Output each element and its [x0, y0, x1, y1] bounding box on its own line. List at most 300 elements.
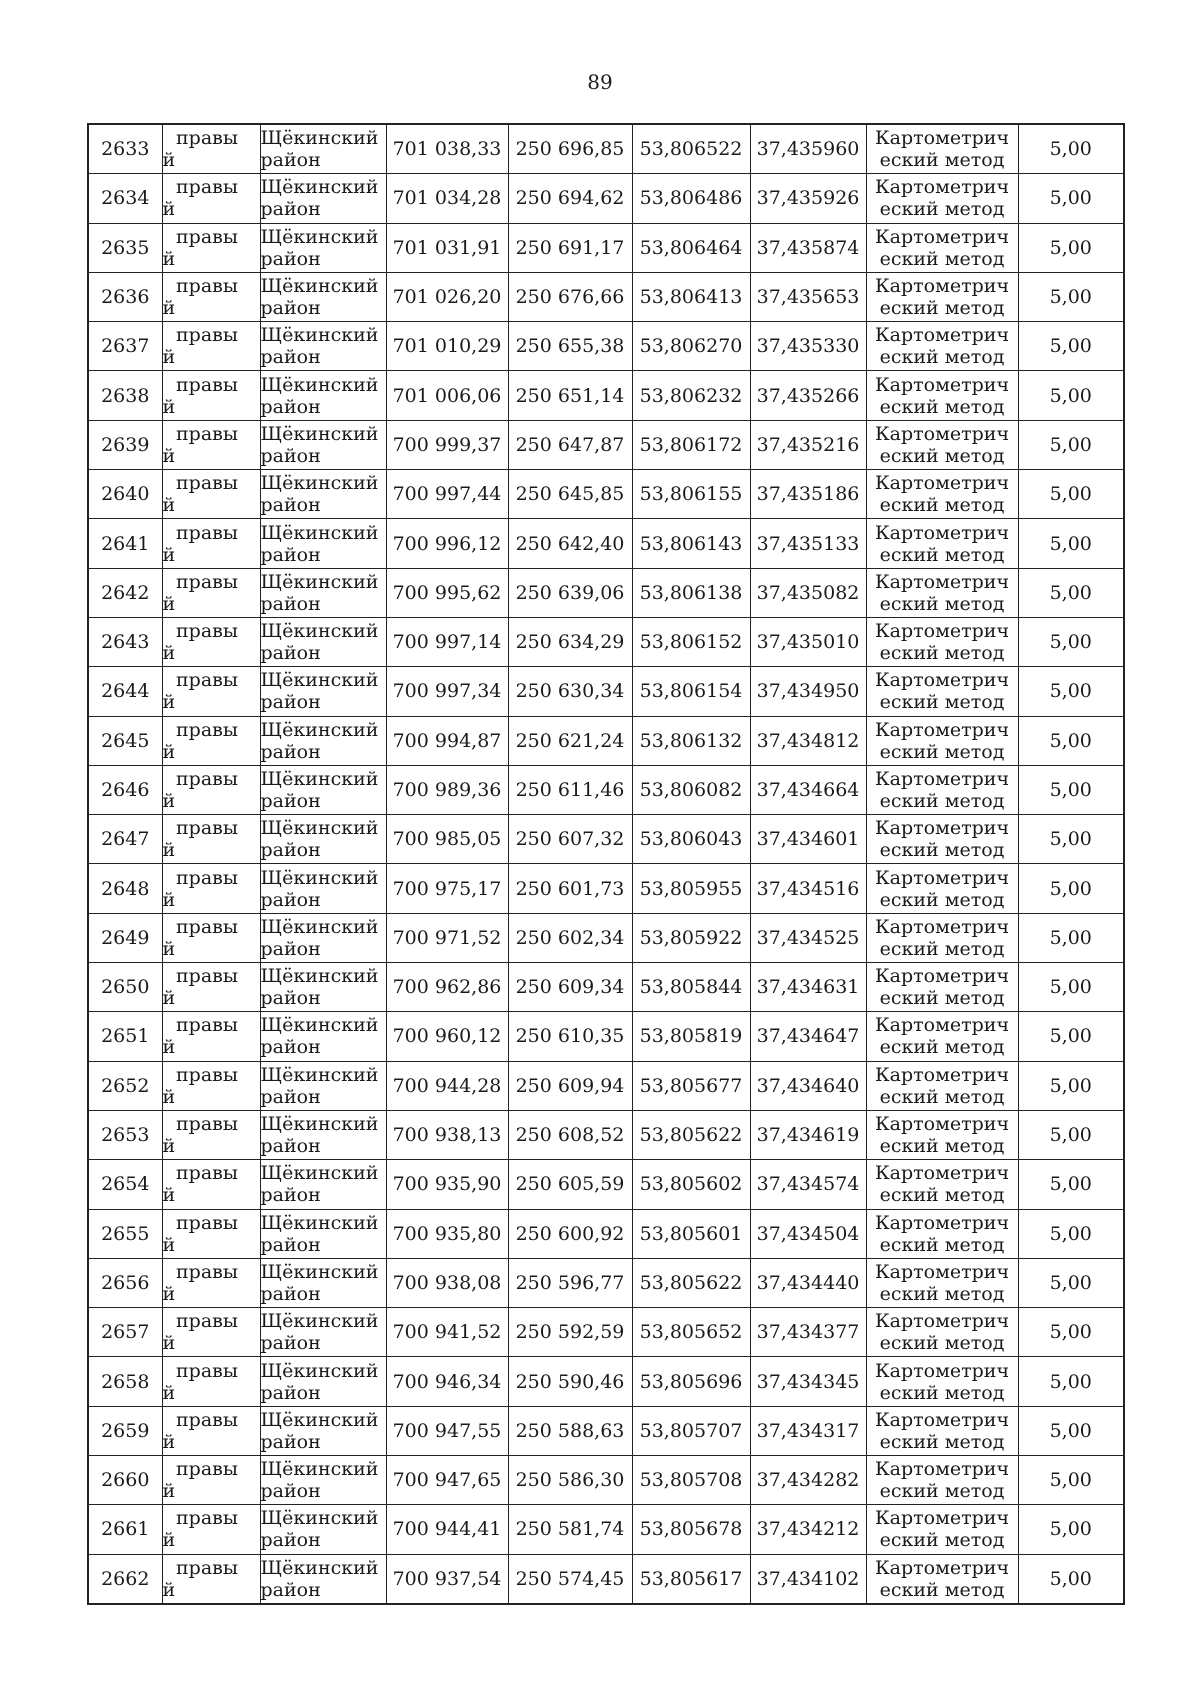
- method-cell: [866, 1061, 1018, 1110]
- latitude-cell: [632, 1357, 750, 1406]
- district-cell: [260, 1012, 386, 1061]
- accuracy-cell: [1018, 223, 1124, 272]
- method-cell: [866, 1110, 1018, 1159]
- point-number-cell: [88, 864, 162, 913]
- accuracy: 5,00: [1049, 433, 1092, 456]
- latitude-cell: [632, 1258, 750, 1307]
- accuracy: 5,00: [1049, 286, 1092, 309]
- coord-x-cell: [386, 322, 508, 371]
- point-number: 2651: [101, 1025, 150, 1048]
- method-line2: еский метод: [879, 1332, 1005, 1355]
- longitude: 37,435874: [756, 236, 860, 259]
- accuracy: 5,00: [1049, 236, 1092, 259]
- accuracy-cell: [1018, 815, 1124, 864]
- district-cell: [260, 667, 386, 716]
- longitude-cell: [750, 1308, 866, 1357]
- latitude: 53,805678: [639, 1518, 743, 1541]
- accuracy-cell: [1018, 1456, 1124, 1505]
- method-line2: еский метод: [879, 1233, 1005, 1256]
- district-cell: [260, 371, 386, 420]
- bank-side-line2: й: [162, 691, 176, 714]
- longitude-cell: [750, 1406, 866, 1455]
- latitude-cell: [632, 617, 750, 666]
- accuracy: 5,00: [1049, 138, 1092, 161]
- bank-side-cell: [162, 1160, 260, 1209]
- coord-y: 250 655,38: [515, 335, 625, 358]
- coord-y: 250 605,59: [515, 1173, 625, 1196]
- coord-y: 250 596,77: [515, 1271, 625, 1294]
- method-line1: Картометрич: [874, 1014, 1010, 1037]
- bank-side-cell: [162, 223, 260, 272]
- method-line1: Картометрич: [874, 176, 1010, 199]
- latitude: 53,806172: [639, 433, 743, 456]
- district-cell: [260, 1554, 386, 1604]
- district-cell: [260, 1160, 386, 1209]
- method-line1: Картометрич: [874, 1458, 1010, 1481]
- point-number-cell: [88, 272, 162, 321]
- method-line2: еский метод: [879, 1381, 1005, 1404]
- method-line2: еский метод: [879, 1135, 1005, 1158]
- table-row: [88, 1160, 1124, 1209]
- method-line2: еский метод: [879, 346, 1005, 369]
- point-number-cell: [88, 1505, 162, 1554]
- coord-x-cell: [386, 420, 508, 469]
- district-line2: район: [260, 839, 321, 862]
- point-number: 2636: [101, 286, 150, 309]
- coord-x-cell: [386, 1554, 508, 1604]
- point-number-cell: [88, 568, 162, 617]
- point-number: 2643: [101, 631, 150, 654]
- longitude-cell: [750, 716, 866, 765]
- coord-x: 700 938,08: [392, 1271, 502, 1294]
- method-cell: [866, 913, 1018, 962]
- bank-side-line1: правы: [176, 718, 238, 741]
- table-row: [88, 470, 1124, 519]
- method-line1: Картометрич: [874, 1507, 1010, 1530]
- bank-side-line2: й: [162, 1332, 176, 1355]
- latitude-cell: [632, 124, 750, 174]
- accuracy: 5,00: [1049, 779, 1092, 801]
- district-line1: Щёкинский: [260, 373, 379, 396]
- latitude: 53,806486: [639, 187, 743, 210]
- point-number-cell: [88, 667, 162, 716]
- latitude-cell: [632, 470, 750, 519]
- bank-side-line2: й: [162, 1184, 176, 1207]
- accuracy-cell: [1018, 470, 1124, 519]
- coord-y-cell: [508, 617, 632, 666]
- longitude-cell: [750, 124, 866, 174]
- coord-x: 700 971,52: [392, 926, 502, 949]
- point-number: 2662: [101, 1567, 150, 1590]
- district-line1: Щёкинский: [260, 1556, 379, 1579]
- district-cell: [260, 124, 386, 174]
- method-cell: [866, 223, 1018, 272]
- point-number-cell: [88, 815, 162, 864]
- bank-side-line2: й: [162, 444, 176, 467]
- method-cell: [866, 1505, 1018, 1554]
- district-cell: [260, 1357, 386, 1406]
- longitude: 37,434377: [756, 1321, 860, 1344]
- bank-side-line1: правы: [176, 1458, 238, 1481]
- method-line2: еский метод: [879, 1184, 1005, 1207]
- district-cell: [260, 470, 386, 519]
- coord-x-cell: [386, 1110, 508, 1159]
- latitude-cell: [632, 1160, 750, 1209]
- coord-x: 700 947,65: [392, 1469, 502, 1492]
- bank-side-line2: й: [162, 937, 176, 960]
- accuracy-cell: [1018, 1160, 1124, 1209]
- bank-side-cell: [162, 1258, 260, 1307]
- longitude: 37,434812: [756, 729, 860, 752]
- bank-side-cell: [162, 470, 260, 519]
- bank-side-line1: правы: [176, 915, 238, 938]
- method-line1: Картометрич: [874, 472, 1010, 495]
- coord-x-cell: [386, 815, 508, 864]
- coord-y: 250 676,66: [515, 286, 625, 309]
- point-number-cell: [88, 1061, 162, 1110]
- bank-side-cell: [162, 1308, 260, 1357]
- method-line1: Картометрич: [874, 1310, 1010, 1333]
- method-line2: еский метод: [879, 888, 1005, 911]
- district-cell: [260, 815, 386, 864]
- point-number-cell: [88, 1456, 162, 1505]
- coord-y-cell: [508, 1456, 632, 1505]
- accuracy-cell: [1018, 322, 1124, 371]
- bank-side-cell: [162, 716, 260, 765]
- longitude: 37,434345: [756, 1370, 860, 1393]
- district-cell: [260, 1456, 386, 1505]
- table-row: [88, 913, 1124, 962]
- method-cell: [866, 1209, 1018, 1258]
- accuracy: 5,00: [1049, 1271, 1092, 1294]
- district-line2: район: [260, 691, 321, 714]
- coord-y-cell: [508, 519, 632, 568]
- latitude-cell: [632, 1308, 750, 1357]
- longitude-cell: [750, 617, 866, 666]
- method-line1: Картометрич: [874, 570, 1010, 593]
- coord-x-cell: [386, 1456, 508, 1505]
- district-line1: Щёкинский: [260, 718, 379, 741]
- method-cell: [866, 1554, 1018, 1604]
- bank-side-line1: правы: [176, 373, 238, 396]
- coord-y: 250 639,06: [515, 581, 625, 604]
- longitude-cell: [750, 864, 866, 913]
- longitude-cell: [750, 519, 866, 568]
- bank-side-cell: [162, 1209, 260, 1258]
- coord-x: 700 989,36: [392, 779, 502, 801]
- coord-y-cell: [508, 1505, 632, 1554]
- point-number: 2653: [101, 1124, 150, 1147]
- method-cell: [866, 470, 1018, 519]
- accuracy: 5,00: [1049, 1419, 1092, 1442]
- latitude-cell: [632, 1012, 750, 1061]
- longitude-cell: [750, 1258, 866, 1307]
- bank-side-line2: й: [162, 1381, 176, 1404]
- table-row: [88, 1061, 1124, 1110]
- district-line2: район: [260, 1135, 321, 1158]
- longitude: 37,434950: [756, 680, 860, 703]
- coord-x-cell: [386, 1357, 508, 1406]
- longitude-cell: [750, 667, 866, 716]
- coord-x: 700 947,55: [392, 1419, 502, 1442]
- coord-y-cell: [508, 963, 632, 1012]
- bank-side-line2: й: [162, 642, 176, 665]
- point-number-cell: [88, 1554, 162, 1604]
- point-number-cell: [88, 223, 162, 272]
- accuracy: 5,00: [1049, 532, 1092, 555]
- longitude-cell: [750, 371, 866, 420]
- point-number-cell: [88, 1160, 162, 1209]
- district-cell: [260, 617, 386, 666]
- latitude-cell: [632, 1554, 750, 1604]
- longitude: 37,434102: [756, 1567, 860, 1590]
- bank-side-line1: правы: [176, 817, 238, 840]
- district-line2: район: [260, 1085, 321, 1108]
- table-row: [88, 1308, 1124, 1357]
- district-line1: Щёкинский: [260, 1310, 379, 1333]
- method-cell: [866, 272, 1018, 321]
- latitude: 53,806082: [639, 779, 743, 801]
- bank-side-line1: правы: [176, 422, 238, 445]
- latitude: 53,805844: [639, 976, 743, 999]
- point-number-cell: [88, 765, 162, 814]
- accuracy-cell: [1018, 1357, 1124, 1406]
- table-row: [88, 864, 1124, 913]
- district-line1: Щёкинский: [260, 768, 379, 790]
- bank-side-cell: [162, 617, 260, 666]
- district-line1: Щёкинский: [260, 620, 379, 643]
- latitude: 53,806413: [639, 286, 743, 309]
- latitude: 53,806132: [639, 729, 743, 752]
- point-number-cell: [88, 617, 162, 666]
- coord-y-cell: [508, 470, 632, 519]
- bank-side-line2: й: [162, 297, 176, 320]
- coord-y-cell: [508, 1110, 632, 1159]
- accuracy-cell: [1018, 1406, 1124, 1455]
- accuracy: 5,00: [1049, 976, 1092, 999]
- coord-x: 700 975,17: [392, 877, 502, 900]
- accuracy-cell: [1018, 667, 1124, 716]
- district-line2: район: [260, 1332, 321, 1355]
- longitude: 37,434640: [756, 1074, 860, 1097]
- coord-x: 700 985,05: [392, 828, 502, 851]
- longitude: 37,434440: [756, 1271, 860, 1294]
- method-line2: еский метод: [879, 297, 1005, 320]
- accuracy-cell: [1018, 1308, 1124, 1357]
- accuracy-cell: [1018, 371, 1124, 420]
- bank-side-line1: правы: [176, 1359, 238, 1382]
- latitude-cell: [632, 1110, 750, 1159]
- latitude: 53,805617: [639, 1567, 743, 1590]
- bank-side-line2: й: [162, 1233, 176, 1256]
- district-line2: район: [260, 592, 321, 615]
- latitude-cell: [632, 1505, 750, 1554]
- longitude: 37,434516: [756, 877, 860, 900]
- coord-y-cell: [508, 1160, 632, 1209]
- coord-x: 700 937,54: [392, 1567, 502, 1590]
- point-number: 2641: [101, 532, 150, 555]
- latitude: 53,805602: [639, 1173, 743, 1196]
- method-line1: Картометрич: [874, 1113, 1010, 1136]
- longitude-cell: [750, 272, 866, 321]
- point-number: 2658: [101, 1370, 150, 1393]
- coord-y-cell: [508, 1554, 632, 1604]
- method-line2: еский метод: [879, 444, 1005, 467]
- longitude-cell: [750, 1456, 866, 1505]
- coord-x-cell: [386, 667, 508, 716]
- coord-x-cell: [386, 519, 508, 568]
- coord-y: 250 630,34: [515, 680, 625, 703]
- point-number: 2635: [101, 236, 150, 259]
- coord-y: 250 610,35: [515, 1025, 625, 1048]
- latitude-cell: [632, 322, 750, 371]
- coord-x: 700 995,62: [392, 581, 502, 604]
- bank-side-cell: [162, 1554, 260, 1604]
- latitude: 53,805677: [639, 1074, 743, 1097]
- longitude: 37,434317: [756, 1419, 860, 1442]
- method-cell: [866, 1160, 1018, 1209]
- coord-y: 250 621,24: [515, 729, 625, 752]
- latitude-cell: [632, 963, 750, 1012]
- method-line1: Картометрич: [874, 225, 1010, 248]
- coord-y-cell: [508, 1258, 632, 1307]
- longitude-cell: [750, 963, 866, 1012]
- coord-y: 250 588,63: [515, 1419, 625, 1442]
- coord-y-cell: [508, 815, 632, 864]
- coord-y-cell: [508, 1012, 632, 1061]
- latitude-cell: [632, 272, 750, 321]
- longitude: 37,435266: [756, 384, 860, 407]
- coord-y-cell: [508, 420, 632, 469]
- method-line1: Картометрич: [874, 1359, 1010, 1382]
- longitude-cell: [750, 765, 866, 814]
- coord-x-cell: [386, 913, 508, 962]
- coord-y-cell: [508, 1061, 632, 1110]
- coord-x-cell: [386, 371, 508, 420]
- method-cell: [866, 124, 1018, 174]
- accuracy-cell: [1018, 617, 1124, 666]
- coord-y-cell: [508, 864, 632, 913]
- district-cell: [260, 1505, 386, 1554]
- coord-y: 250 609,34: [515, 976, 625, 999]
- coord-x-cell: [386, 1160, 508, 1209]
- method-line1: Картометрич: [874, 521, 1010, 544]
- table-row: [88, 1209, 1124, 1258]
- coord-x: 700 944,28: [392, 1074, 502, 1097]
- method-line2: еский метод: [879, 642, 1005, 665]
- method-cell: [866, 815, 1018, 864]
- latitude: 53,805622: [639, 1124, 743, 1147]
- latitude-cell: [632, 420, 750, 469]
- coord-y-cell: [508, 174, 632, 223]
- point-number: 2644: [101, 680, 150, 703]
- point-number: 2647: [101, 828, 150, 851]
- method-line2: еский метод: [879, 839, 1005, 862]
- district-line2: район: [260, 543, 321, 566]
- longitude-cell: [750, 1110, 866, 1159]
- accuracy-cell: [1018, 1110, 1124, 1159]
- district-line2: район: [260, 1430, 321, 1453]
- accuracy-cell: [1018, 1505, 1124, 1554]
- longitude: 37,435330: [756, 335, 860, 358]
- district-cell: [260, 1258, 386, 1307]
- latitude: 53,806152: [639, 631, 743, 654]
- accuracy-cell: [1018, 124, 1124, 174]
- latitude-cell: [632, 174, 750, 223]
- method-line1: Картометрич: [874, 1162, 1010, 1185]
- bank-side-line1: правы: [176, 1162, 238, 1185]
- district-line2: район: [260, 1480, 321, 1503]
- coord-y-cell: [508, 272, 632, 321]
- bank-side-line1: правы: [176, 768, 238, 790]
- latitude-cell: [632, 1061, 750, 1110]
- coord-y: 250 642,40: [515, 532, 625, 555]
- method-line2: еский метод: [879, 592, 1005, 615]
- latitude: 53,805707: [639, 1419, 743, 1442]
- latitude: 53,805696: [639, 1370, 743, 1393]
- latitude-cell: [632, 913, 750, 962]
- coord-x: 700 941,52: [392, 1321, 502, 1344]
- coord-y: 250 592,59: [515, 1321, 625, 1344]
- point-number: 2640: [101, 483, 150, 506]
- district-cell: [260, 272, 386, 321]
- method-line1: Картометрич: [874, 127, 1010, 150]
- bank-side-cell: [162, 124, 260, 174]
- point-number-cell: [88, 124, 162, 174]
- coord-x: 701 038,33: [392, 138, 502, 161]
- district-line2: район: [260, 790, 321, 812]
- point-number-cell: [88, 1258, 162, 1307]
- bank-side-line1: правы: [176, 1063, 238, 1086]
- table-row: [88, 371, 1124, 420]
- coord-y-cell: [508, 371, 632, 420]
- coord-y: 250 607,32: [515, 828, 625, 851]
- coord-x: 700 935,90: [392, 1173, 502, 1196]
- accuracy: 5,00: [1049, 187, 1092, 210]
- latitude-cell: [632, 1456, 750, 1505]
- point-number-cell: [88, 174, 162, 223]
- bank-side-line1: правы: [176, 1408, 238, 1431]
- bank-side-line1: правы: [176, 275, 238, 298]
- district-line1: Щёкинский: [260, 915, 379, 938]
- coord-y-cell: [508, 913, 632, 962]
- accuracy-cell: [1018, 864, 1124, 913]
- bank-side-line2: й: [162, 149, 176, 172]
- district-cell: [260, 568, 386, 617]
- district-line2: район: [260, 297, 321, 320]
- latitude: 53,805601: [639, 1222, 743, 1245]
- table-row: [88, 322, 1124, 371]
- district-line1: Щёкинский: [260, 225, 379, 248]
- longitude-cell: [750, 1505, 866, 1554]
- latitude-cell: [632, 371, 750, 420]
- latitude-cell: [632, 765, 750, 814]
- method-line2: еский метод: [879, 691, 1005, 714]
- bank-side-line2: й: [162, 888, 176, 911]
- district-line2: район: [260, 198, 321, 221]
- coord-x: 700 935,80: [392, 1222, 502, 1245]
- district-line1: Щёкинский: [260, 669, 379, 692]
- coord-y: 250 694,62: [515, 187, 625, 210]
- longitude: 37,435960: [756, 138, 860, 161]
- bank-side-line2: й: [162, 247, 176, 270]
- bank-side-line1: правы: [176, 127, 238, 150]
- accuracy: 5,00: [1049, 926, 1092, 949]
- latitude: 53,806522: [639, 138, 743, 161]
- method-cell: [866, 1406, 1018, 1455]
- bank-side-line2: й: [162, 198, 176, 221]
- method-line1: Картометрич: [874, 275, 1010, 298]
